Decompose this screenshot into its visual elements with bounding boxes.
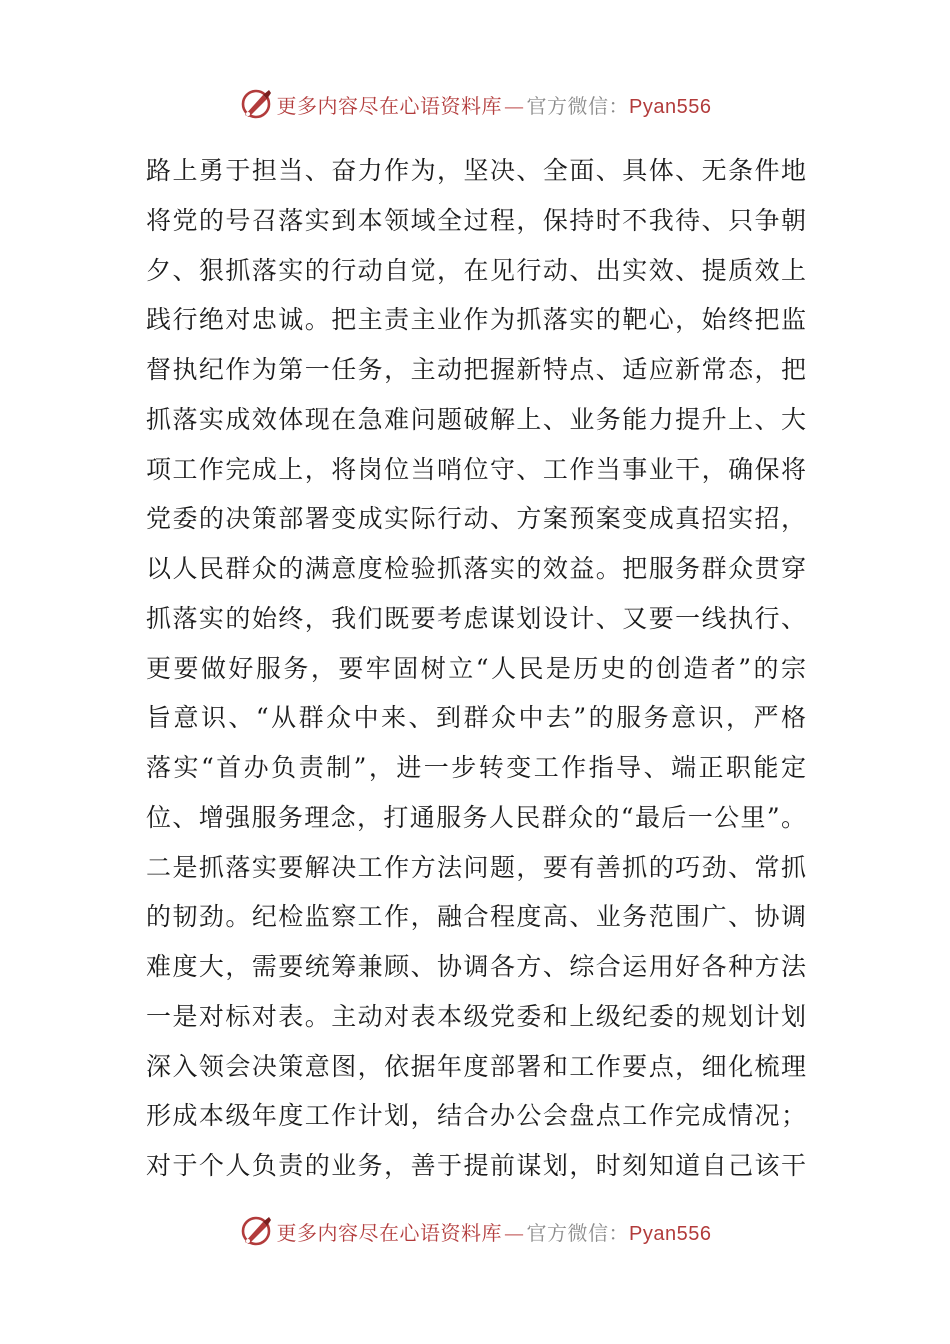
text-line: 旨意识、“从群众中来、到群众中去”的服务意识，严格 <box>146 703 806 733</box>
document-body <box>146 146 806 1191</box>
footer-banner <box>0 1211 950 1251</box>
text-line: 难度大，需要统筹兼顾、协调各方、综合运用好各种方法 <box>146 952 806 981</box>
text-line: 以人民群众的满意度检验抓落实的效益。把服务群众贯穿 <box>146 554 806 583</box>
text-line: 抓落实的始终，我们既要考虑谋划设计、又要一线执行、 <box>146 603 806 633</box>
text-line: 党委的决策部署变成实际行动、方案预案变成真招实招， <box>146 504 806 534</box>
text-line: 夕、狠抓落实的行动自觉，在见行动、出实效、提质效上 <box>146 255 806 285</box>
text-line: 抓落实成效体现在急难问题破解上、业务能力提升上、大 <box>146 404 806 434</box>
text-line: 项工作完成上，将岗位当哨位守、工作当事业干，确保将 <box>146 454 806 484</box>
text-line: 的韧劲。纪检监察工作，融合程度高、业务范围广、协调 <box>146 902 806 932</box>
text-line: 路上勇于担当、奋力作为，坚决、全面、具体、无条件地 <box>146 156 806 185</box>
text-line: 落实“首办负责制”，进一步转变工作指导、端正职能定 <box>146 753 806 782</box>
footer-wechat-id: Pyan556 <box>629 1222 712 1245</box>
pen-logo-icon <box>239 1214 273 1248</box>
header-banner <box>0 84 950 124</box>
text-line: 将党的号召落实到本领域全过程，保持时不我待、只争朝 <box>146 205 806 235</box>
text-line: 对于个人负责的业务，善于提前谋划，时刻知道自己该干 <box>146 1151 806 1180</box>
text-line: 形成本级年度工作计划，结合办公会盘点工作完成情况； <box>146 1101 806 1131</box>
header-brand <box>277 90 712 119</box>
text-line: 践行绝对忠诚。把主责主业作为抓落实的靶心，始终把监 <box>146 305 806 335</box>
footer-dash: — <box>504 1220 525 1245</box>
text-line: 二是抓落实要解决工作方法问题，要有善抓的巧劲、常抓 <box>146 852 806 882</box>
header-official-label: 官方微信： <box>526 93 630 118</box>
footer-brand-text: 更多内容尽在心语资料库 <box>276 1220 503 1245</box>
text-line: 一是对标对表。主动对表本级党委和上级纪委的规划计划 <box>146 1001 806 1031</box>
text-line: 督执纪作为第一任务，主动把握新特点、适应新常态，把 <box>146 355 806 384</box>
footer-brand <box>277 1217 712 1246</box>
text-line: 更要做好服务，要牢固树立“人民是历史的创造者”的宗 <box>146 653 806 683</box>
text-line: 位、增强服务理念，打通服务人民群众的“最后一公里”。 <box>146 802 806 832</box>
pen-logo-icon <box>239 87 273 121</box>
text-line: 深入领会决策意图，依据年度部署和工作要点，细化梳理 <box>146 1051 806 1081</box>
header-wechat-id: Pyan556 <box>629 95 712 118</box>
header-brand-text: 更多内容尽在心语资料库 <box>276 93 503 118</box>
header-dash: — <box>504 93 525 118</box>
footer-official-label: 官方微信： <box>526 1220 630 1245</box>
